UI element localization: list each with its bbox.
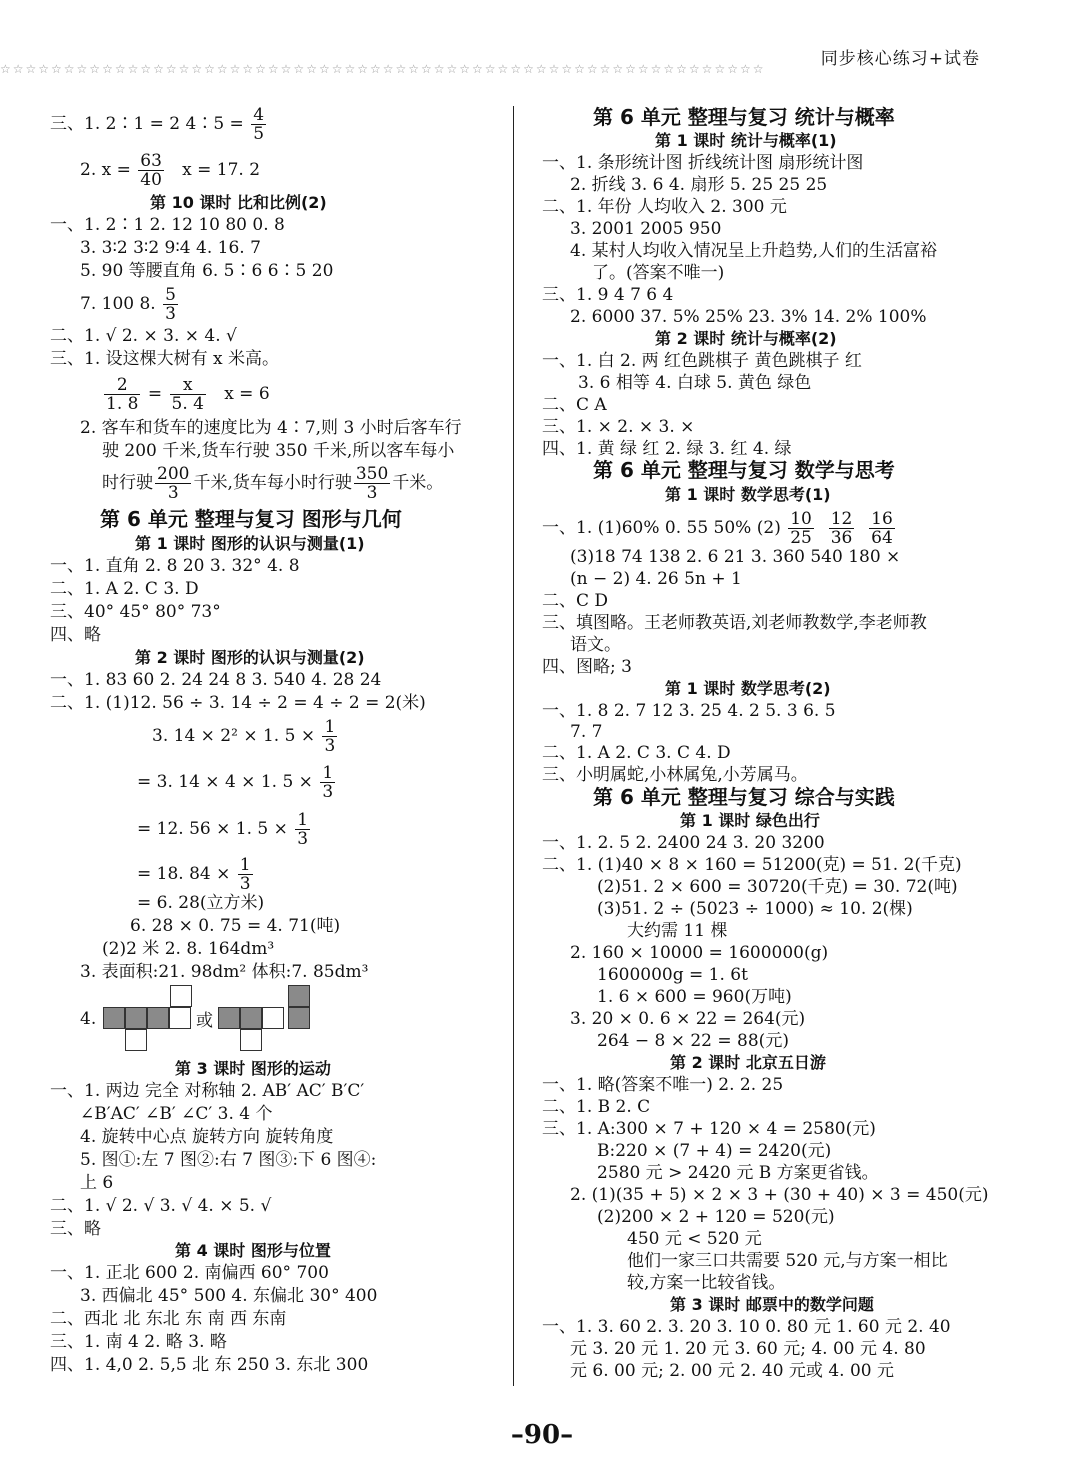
answer-line: 四、1. 黄 绿 红 2. 绿 3. 红 4. 绿 <box>542 439 792 459</box>
unit-heading: 第 6 单元 整理与复习 数学与思考 <box>593 458 895 482</box>
fraction: $\frac{16}{64}$ <box>871 509 893 548</box>
answer-line: 4. <box>80 1009 97 1029</box>
answer-line: (2)200 × 2 + 120 = 520(元) <box>597 1207 835 1227</box>
answer-line: 2. 折线 3. 6 4. 扇形 5. 25 25 25 <box>570 175 828 195</box>
answer-line: 450 元 < 520 元 <box>627 1229 762 1249</box>
fraction: $\frac{5}{3}$ <box>165 285 176 324</box>
answer-line: 3. 3∶2 3∶2 9∶4 4. 16. 7 <box>80 238 261 258</box>
lesson-heading: 第 1 课时 绿色出行 <box>680 811 820 830</box>
answer-line: 3. 表面积:21. 98dm² 体积:7. 85dm³ <box>80 962 369 982</box>
answer-line: 5. 图①:左 7 图②:右 7 图③:下 6 图④: <box>80 1150 377 1170</box>
fraction: $\frac{10}{25}$ <box>790 509 812 548</box>
answer-line: 4. 某村人均收入情况呈上升趋势,人们的生活富裕 <box>570 241 938 261</box>
answer-line: 三、略 <box>50 1219 101 1239</box>
answer-line: 一、1. 条形统计图 折线统计图 扇形统计图 <box>542 153 864 173</box>
star-border: ☆☆☆☆☆☆☆☆☆☆☆☆☆☆☆☆☆☆☆☆☆☆☆☆☆☆☆☆☆☆☆☆☆☆☆☆☆☆☆☆☆☆☆☆☆☆☆☆☆☆☆☆☆☆☆☆☆☆☆☆ <box>0 62 766 76</box>
column-divider <box>513 106 514 1386</box>
answer-line: 二、1. (1)40 × 8 × 160 = 51200(克) = 51. 2(千克) <box>542 855 962 875</box>
answer-line: 二、1. 年份 人均收入 2. 300 元 <box>542 197 787 217</box>
answer-line: 一、1. 两边 完全 对称轴 2. AB′ AC′ B′C′ <box>50 1081 365 1101</box>
answer-line: 一、1. 83 60 2. 24 24 8 3. 540 4. 28 24 <box>50 670 382 690</box>
answer-line: 三、1. × 2. × 3. × <box>542 417 695 437</box>
answer-line: 语文。 <box>570 635 621 655</box>
answer-line: 2. 客车和货车的速度比为 4∶7,则 3 小时后客车行 <box>80 418 462 438</box>
answer-line: 二、1. √ 2. √ 3. √ 4. × 5. √ <box>50 1196 272 1216</box>
answer-line: 二、1. (1)12. 56 ÷ 3. 14 ÷ 2 = 4 ÷ 2 = 2(米) <box>50 693 426 713</box>
fraction: $\frac{1}{3}$ <box>239 855 251 894</box>
answer-line: ∠B′AC′ ∠B′ ∠C′ 3. 4 个 <box>80 1104 273 1124</box>
fraction: $\frac{4}{5}$ <box>253 105 265 144</box>
unit-heading: 第 6 单元 整理与复习 图形与几何 <box>100 507 402 531</box>
answer-line: 三、1. 南 4 2. 略 3. 略 <box>50 1332 227 1352</box>
cube-net-figure-2 <box>218 985 318 1055</box>
fraction: $\frac{1}{3}$ <box>297 810 309 849</box>
answer-line: 四、略 <box>50 625 101 645</box>
answer-line: 三、1. A:300 × 7 + 120 × 4 = 2580(元) <box>542 1119 876 1139</box>
answer-line: 元 3. 20 元 1. 20 元 3. 60 元; 4. 00 元 4. 80 <box>570 1339 926 1359</box>
lesson-heading: 第 4 课时 图形与位置 <box>175 1241 331 1260</box>
lesson-heading: 第 2 课时 图形的认识与测量(2) <box>135 648 365 667</box>
calc-step: = 12. 56 × 1. 5 × $\frac{1}{3}$ <box>137 810 309 849</box>
answer-line: 二、1. B 2. C <box>542 1097 651 1117</box>
answer-line: 四、1. 4,0 2. 5,5 北 东 250 3. 东北 300 <box>50 1355 369 1375</box>
unit-heading: 第 6 单元 整理与复习 综合与实践 <box>593 785 895 809</box>
answer-line: 驶 200 千米,货车行驶 350 千米,所以客车每小 <box>102 441 455 461</box>
answer-line: $\frac{2}{1. 8}$ = $\frac{x}{5. 4}$ x = 6 <box>106 375 270 414</box>
answer-line: 三、填图略。王老师教英语,刘老师教数学,李老师教 <box>542 613 927 633</box>
answer-line: (2)2 米 2. 8. 164dm³ <box>102 939 275 959</box>
answer-line: 一、1. 白 2. 两 红色跳棋子 黄色跳棋子 红 <box>542 351 862 371</box>
fraction: $\frac{1}{3}$ <box>324 717 336 756</box>
cube-net-figure-1 <box>103 985 193 1055</box>
fraction: $\frac{200}{3}$ <box>157 464 190 503</box>
answer-line: (n − 2) 4. 26 5n + 1 <box>570 569 742 589</box>
answer-line: 7. 7 <box>570 722 603 742</box>
answer-line: 1600000g = 1. 6t <box>597 965 748 985</box>
answer-line: 他们一家三口共需要 520 元,与方案一相比 <box>627 1251 948 1271</box>
lesson-heading: 第 1 课时 统计与概率(1) <box>655 131 837 150</box>
answer-line: 一、1. 正北 600 2. 南偏西 60° 700 <box>50 1263 329 1283</box>
lesson-heading: 第 2 课时 统计与概率(2) <box>655 329 837 348</box>
book-title: 同步核心练习+试卷 <box>820 49 980 69</box>
answer-line: 二、C A <box>542 395 607 415</box>
answer-line: 较,方案一比较省钱。 <box>627 1273 786 1293</box>
fraction: $\frac{63}{40}$ <box>140 151 162 190</box>
fraction: $\frac{12}{36}$ <box>830 509 853 548</box>
answer-line: 264 − 8 × 22 = 88(元) <box>597 1031 789 1051</box>
answer-line: 7. 100 8. $\frac{5}{3}$ <box>80 285 176 324</box>
answer-line: 一、1. (1)60% 0. 55 50% (2) $\frac{10}{25}$ $\frac{12}{36}$ $\frac{16}{64}$ <box>542 509 893 548</box>
answer-line: 二、C D <box>542 591 609 611</box>
answer-line: 二、1. √ 2. × 3. × 4. √ <box>50 326 237 346</box>
lesson-heading: 第 3 课时 图形的运动 <box>175 1059 331 1078</box>
answer-line: 一、1. 3. 60 2. 3. 20 3. 10 0. 80 元 1. 60 元 2. 40 <box>542 1317 951 1337</box>
answer-line: 一、1. 2. 5 2. 2400 24 3. 20 3200 <box>542 833 825 853</box>
lesson-heading: 第 10 课时 比和比例(2) <box>150 193 327 212</box>
answer-line: 3. 西偏北 45° 500 4. 东偏北 30° 400 <box>80 1286 378 1306</box>
calc-step: = 18. 84 × $\frac{1}{3}$ <box>137 855 251 894</box>
answer-line: (3)51. 2 ÷ (5023 ÷ 1000) ≈ 10. 2(棵) <box>597 899 913 919</box>
lesson-heading: 第 3 课时 邮票中的数学问题 <box>670 1295 874 1314</box>
answer-line: 2. x = $\frac{63}{40}$ x = 17. 2 <box>80 151 261 190</box>
calc-step: = 3. 14 × 4 × 1. 5 × $\frac{1}{3}$ <box>137 763 334 802</box>
answer-line: 3. 20 × 0. 6 × 22 = 264(元) <box>570 1009 806 1029</box>
answer-line: 一、1. 8 2. 7 12 3. 25 4. 2 5. 3 6. 5 <box>542 701 836 721</box>
answer-line: 1. 6 × 600 = 960(万吨) <box>597 987 792 1007</box>
fraction: $\frac{350}{3}$ <box>355 464 389 503</box>
answer-line: 大约需 11 棵 <box>627 921 728 941</box>
fraction: $\frac{x}{5. 4}$ <box>171 375 204 414</box>
answer-line: 元 6. 00 元; 2. 00 元 2. 40 元或 4. 00 元 <box>570 1361 894 1381</box>
answer-line: 二、1. A 2. C 3. C 4. D <box>542 743 731 763</box>
answer-line: 2580 元 > 2420 元 B 方案更省钱。 <box>597 1163 879 1183</box>
answer-line: 三、1. 9 4 7 6 4 <box>542 285 674 305</box>
answer-line: 2. (1)(35 + 5) × 2 × 3 + (30 + 40) × 3 = 450(元) <box>570 1185 989 1205</box>
page-number: –90– <box>510 1420 574 1450</box>
or-label: 或 <box>196 1011 213 1031</box>
calc-step: 6. 28 × 0. 75 = 4. 71(吨) <box>130 916 341 936</box>
answer-line: 一、1. 2∶1 2. 12 10 80 0. 8 <box>50 215 285 235</box>
answer-line: 5. 90 等腰直角 6. 5∶6 6∶5 20 <box>80 261 334 281</box>
answer-line: (3)18 74 138 2. 6 21 3. 360 540 180 × <box>570 547 901 567</box>
fraction: $\frac{1}{3}$ <box>322 763 334 802</box>
lesson-heading: 第 1 课时 图形的认识与测量(1) <box>135 534 365 553</box>
answer-line: 二、西北 北 东北 东 南 西 东南 <box>50 1309 287 1329</box>
answer-line: 二、1. A 2. C 3. D <box>50 579 199 599</box>
answer-line: 2. 6000 37. 5% 25% 23. 3% 14. 2% 100% <box>570 307 927 327</box>
unit-heading: 第 6 单元 整理与复习 统计与概率 <box>593 105 895 129</box>
answer-line: 3. 2001 2005 950 <box>570 219 722 239</box>
lesson-heading: 第 2 课时 北京五日游 <box>670 1053 826 1072</box>
lesson-heading: 第 1 课时 数学思考(2) <box>665 679 831 698</box>
answer-line: 三、小明属蛇,小林属兔,小芳属马。 <box>542 765 808 785</box>
answer-line: 三、40° 45° 80° 73° <box>50 602 221 622</box>
calc-step: = 6. 28(立方米) <box>137 893 265 913</box>
answer-line: 了。(答案不唯一) <box>592 263 725 283</box>
fraction: $\frac{2}{1. 8}$ <box>106 375 139 414</box>
answer-line: B:220 × (7 + 4) = 2420(元) <box>597 1141 832 1161</box>
answer-line: 2. 160 × 10000 = 1600000(g) <box>570 943 829 963</box>
answer-line: 4. 旋转中心点 旋转方向 旋转角度 <box>80 1127 334 1147</box>
calc-step: 3. 14 × 2² × 1. 5 × $\frac{1}{3}$ <box>152 717 336 756</box>
answer-line: 三、1. 设这棵大树有 x 米高。 <box>50 349 280 369</box>
answer-line: (2)51. 2 × 600 = 30720(千克) = 30. 72(吨) <box>597 877 958 897</box>
answer-line: 一、1. 直角 2. 8 20 3. 32° 4. 8 <box>50 556 300 576</box>
answer-line: 三、1. 2∶1 = 2 4∶5 = $\frac{4}{5}$ <box>50 105 265 144</box>
answer-line: 一、1. 略(答案不唯一) 2. 2. 25 <box>542 1075 784 1095</box>
answer-line: 时行驶 $\frac{200}{3}$ 千米,货车每小时行驶 $\frac{350}{3}$ 千米。 <box>102 464 444 503</box>
answer-line: 四、图略; 3 <box>542 657 632 677</box>
answer-line: 上 6 <box>80 1173 114 1193</box>
lesson-heading: 第 1 课时 数学思考(1) <box>665 485 831 504</box>
answer-line: 3. 6 相等 4. 白球 5. 黄色 绿色 <box>578 373 812 393</box>
